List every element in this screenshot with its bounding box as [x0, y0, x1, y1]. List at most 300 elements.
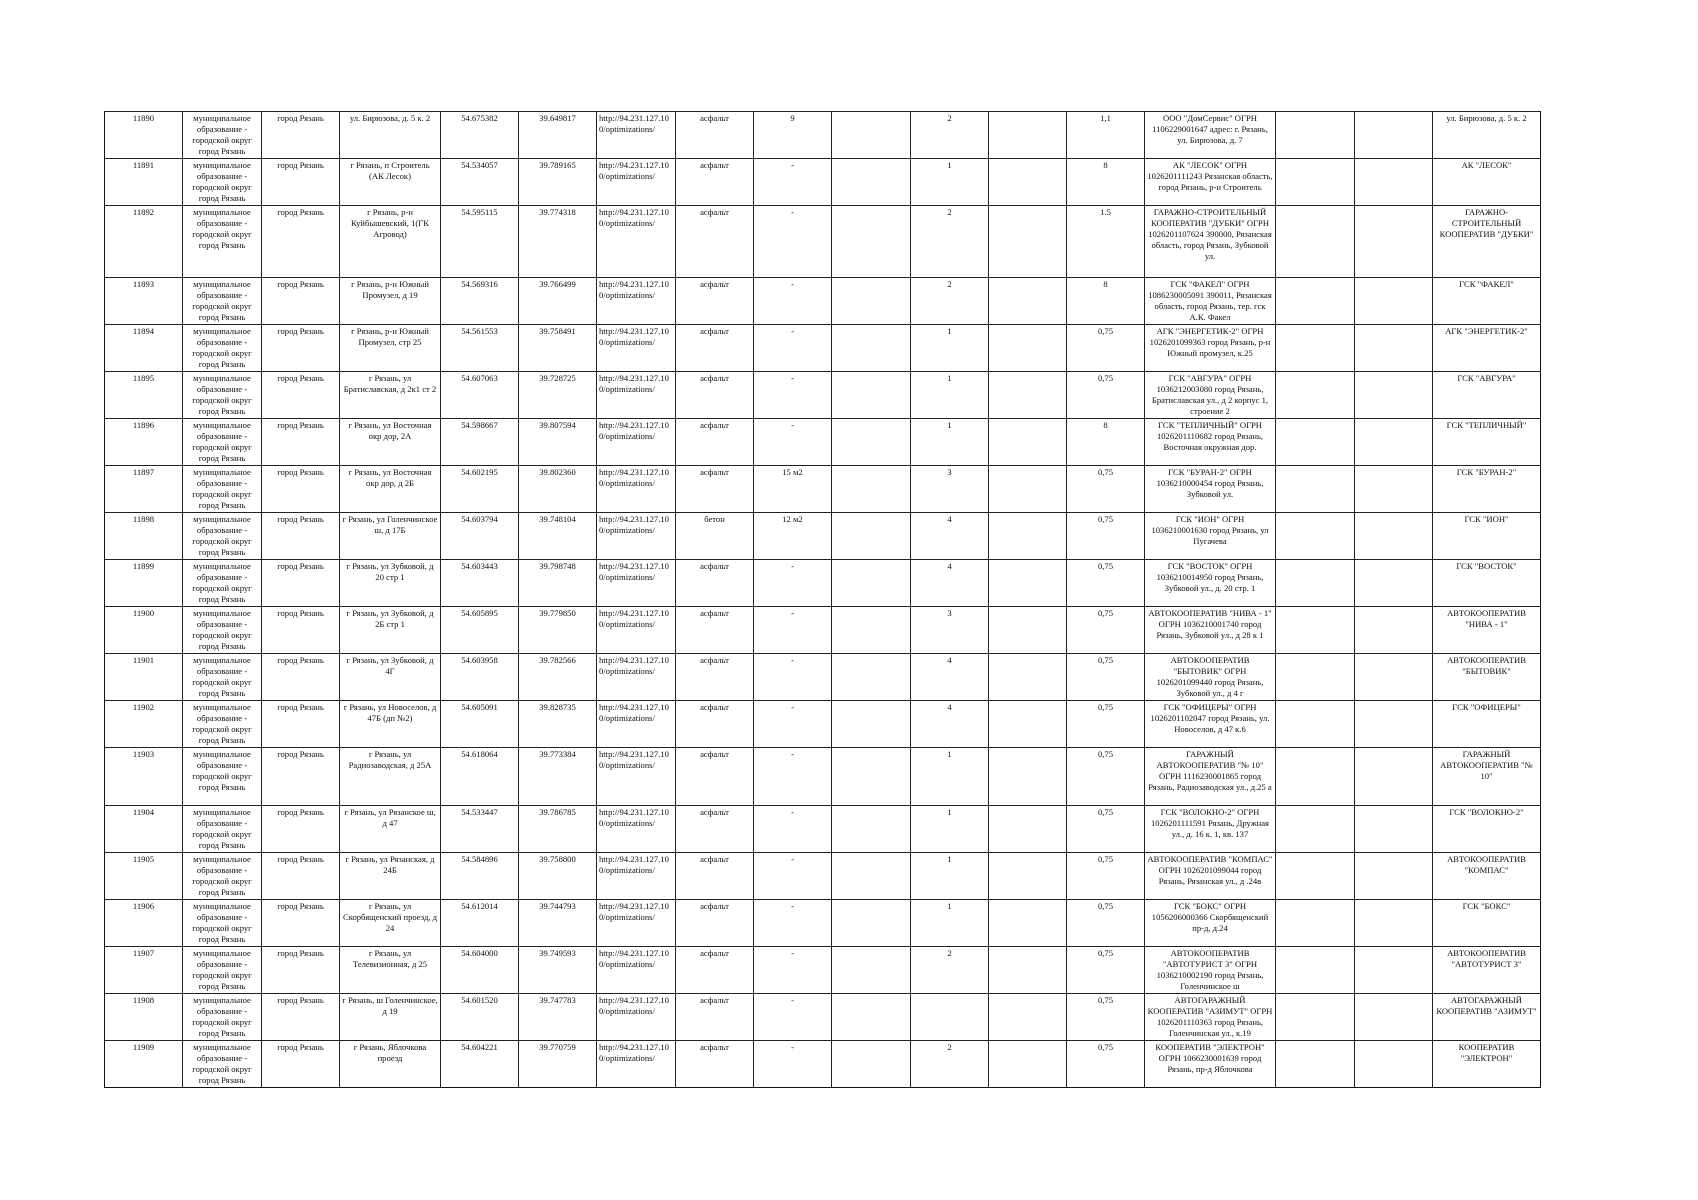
cell-c1: [832, 701, 911, 748]
cell-size: 0,75: [1067, 853, 1145, 900]
cell-id: 11906: [105, 900, 183, 947]
cell-url: http://94.231.127.10 0/optimizations/: [597, 654, 676, 701]
cell-surface: асфальт: [676, 1041, 754, 1088]
cell-src: КООПЕРАТИВ "ЭЛЕКТРОН": [1433, 1041, 1541, 1088]
cell-c4: [1355, 325, 1433, 372]
cell-url: http://94.231.127.10 0/optimizations/: [597, 419, 676, 466]
cell-area: -: [754, 607, 832, 654]
cell-owner: АВТОКООПЕРАТИВ "КОМПАС" ОГРН 1026201099044 город Рязань, Рязанская ул., д .24в: [1145, 853, 1276, 900]
cell-surface: асфальт: [676, 419, 754, 466]
cell-mo: муниципальное образование - городской округ город Рязань: [183, 466, 262, 513]
cell-c3: [1276, 372, 1355, 419]
cell-c4: [1355, 900, 1433, 947]
cell-lat: 54.604000: [441, 947, 519, 994]
cell-size: 1,1: [1067, 112, 1145, 159]
cell-c2: [989, 278, 1067, 325]
cell-lat: 54.603443: [441, 560, 519, 607]
cell-c1: [832, 112, 911, 159]
cell-addr: ул. Бирюзова, д. 5 к. 2: [340, 112, 441, 159]
cell-size: 0,75: [1067, 560, 1145, 607]
cell-lat: 54.533447: [441, 806, 519, 853]
cell-count: 1: [911, 748, 989, 806]
cell-city: город Рязань: [262, 560, 340, 607]
cell-surface: асфальт: [676, 278, 754, 325]
cell-c3: [1276, 853, 1355, 900]
cell-url: http://94.231.127.10 0/optimizations/: [597, 560, 676, 607]
cell-src: ул. Бирюзова, д. 5 к. 2: [1433, 112, 1541, 159]
cell-id: 11894: [105, 325, 183, 372]
cell-c4: [1355, 994, 1433, 1041]
cell-count: 1: [911, 900, 989, 947]
cell-owner: КООПЕРАТИВ "ЭЛЕКТРОН" ОГРН 1066230001639 город Рязань, пр-д Яблочкова: [1145, 1041, 1276, 1088]
cell-surface: асфальт: [676, 994, 754, 1041]
cell-src: ГСК "ТЕПЛИЧНЫЙ": [1433, 419, 1541, 466]
cell-lon: 39.789165: [519, 159, 597, 206]
cell-c3: [1276, 654, 1355, 701]
cell-city: город Рязань: [262, 372, 340, 419]
cell-lon: 39.749593: [519, 947, 597, 994]
cell-c2: [989, 513, 1067, 560]
cell-c4: [1355, 419, 1433, 466]
cell-url: http://94.231.127.10 0/optimizations/: [597, 466, 676, 513]
cell-url: http://94.231.127.10 0/optimizations/: [597, 278, 676, 325]
cell-addr: г Рязань, р-н Куйбышевский, 1(ГК Агровод): [340, 206, 441, 278]
cell-lon: 39.773384: [519, 748, 597, 806]
cell-c4: [1355, 701, 1433, 748]
cell-lon: 39.779850: [519, 607, 597, 654]
cell-mo: муниципальное образование - городской округ город Рязань: [183, 654, 262, 701]
cell-id: 11899: [105, 560, 183, 607]
cell-owner: ГСК "ОФИЦЕРЫ" ОГРН 1026201102047 город Рязань, ул. Новоселов, д 47 к.6: [1145, 701, 1276, 748]
cell-mo: муниципальное образование - городской округ город Рязань: [183, 748, 262, 806]
cell-id: 11903: [105, 748, 183, 806]
cell-c3: [1276, 607, 1355, 654]
cell-surface: асфальт: [676, 325, 754, 372]
cell-city: город Рязань: [262, 159, 340, 206]
cell-url: http://94.231.127.10 0/optimizations/: [597, 853, 676, 900]
cell-mo: муниципальное образование - городской округ город Рязань: [183, 112, 262, 159]
table-row: [105, 206, 1541, 278]
cell-id: 11902: [105, 701, 183, 748]
cell-mo: муниципальное образование - городской округ город Рязань: [183, 372, 262, 419]
cell-count: 1: [911, 806, 989, 853]
cell-mo: муниципальное образование - городской округ город Рязань: [183, 806, 262, 853]
cell-src: ГСК "БУРАН-2": [1433, 466, 1541, 513]
cell-count: 1: [911, 159, 989, 206]
cell-c4: [1355, 654, 1433, 701]
cell-city: город Рязань: [262, 278, 340, 325]
cell-mo: муниципальное образование - городской округ город Рязань: [183, 513, 262, 560]
cell-addr: г Рязань, ул Зубковой, д 2Б стр 1: [340, 607, 441, 654]
cell-id: 11891: [105, 159, 183, 206]
cell-id: 11895: [105, 372, 183, 419]
cell-city: город Рязань: [262, 853, 340, 900]
table-row: [105, 607, 1541, 654]
cell-lat: 54.607063: [441, 372, 519, 419]
cell-c4: [1355, 372, 1433, 419]
cell-size: 0,75: [1067, 513, 1145, 560]
cell-c1: [832, 607, 911, 654]
cell-c4: [1355, 560, 1433, 607]
cell-src: ГСК "ФАКЕЛ": [1433, 278, 1541, 325]
cell-addr: г Рязань, ул Рязанское ш, д 47: [340, 806, 441, 853]
cell-surface: асфальт: [676, 112, 754, 159]
cell-lon: 39.747783: [519, 994, 597, 1041]
cell-c2: [989, 1041, 1067, 1088]
cell-lat: 54.605895: [441, 607, 519, 654]
cell-mo: муниципальное образование - городской округ город Рязань: [183, 159, 262, 206]
cell-c1: [832, 159, 911, 206]
cell-addr: г Рязань, р-н Южный Промузел, стр 25: [340, 325, 441, 372]
cell-owner: ООО "ДомСервис" ОГРН 1106229001647 адрес: г. Рязань, ул. Бирюзова, д. 7: [1145, 112, 1276, 159]
cell-src: ГАРАЖНО-СТРОИТЕЛЬНЫЙ КООПЕРАТИВ "ДУБКИ": [1433, 206, 1541, 278]
cell-addr: г Рязань, ул Новоселов, д 47Б (дп №2): [340, 701, 441, 748]
table-row: [105, 372, 1541, 419]
cell-id: 11909: [105, 1041, 183, 1088]
cell-c1: [832, 748, 911, 806]
cell-c1: [832, 654, 911, 701]
cell-city: город Рязань: [262, 654, 340, 701]
cell-src: АВТОКООПЕРАТИВ "БЫТОВИК": [1433, 654, 1541, 701]
cell-url: http://94.231.127.10 0/optimizations/: [597, 994, 676, 1041]
cell-owner: ГСК "ФАКЕЛ" ОГРН 1086230005091 390011, Рязанская область, город Рязань, тер. гск А.К. Факел: [1145, 278, 1276, 325]
cell-mo: муниципальное образование - городской округ город Рязань: [183, 994, 262, 1041]
cell-owner: АГК "ЭНЕРГЕТИК-2" ОГРН 1026201099363 город Рязань, р-н Южный промузел, к.25: [1145, 325, 1276, 372]
cell-owner: ГСК "БУРАН-2" ОГРН 1036210000454 город Рязань, Зубковой ул.: [1145, 466, 1276, 513]
cell-c2: [989, 206, 1067, 278]
cell-src: ГАРАЖНЫЙ АВТОКООПЕРАТИВ "№ 10": [1433, 748, 1541, 806]
cell-owner: ГСК "АВГУРА" ОГРН 1036212003080 город Рязань, Братиславская ул., д 2 корпус 1, строение 2: [1145, 372, 1276, 419]
cell-city: город Рязань: [262, 607, 340, 654]
cell-lon: 39.786785: [519, 806, 597, 853]
cell-owner: ГСК "БОКС" ОГРН 1056206000366 Скорбященский пр-д, д.24: [1145, 900, 1276, 947]
cell-size: 8: [1067, 159, 1145, 206]
cell-surface: асфальт: [676, 947, 754, 994]
cell-c1: [832, 278, 911, 325]
cell-owner: АК "ЛЕСОК" ОГРН 1026201111243 Рязанская область, город Рязань, р-н Строитель: [1145, 159, 1276, 206]
cell-addr: г Рязань, ул Скорбященский проезд, д 24: [340, 900, 441, 947]
cell-c2: [989, 372, 1067, 419]
table-row: [105, 654, 1541, 701]
cell-area: -: [754, 853, 832, 900]
cell-area: -: [754, 159, 832, 206]
cell-c2: [989, 748, 1067, 806]
cell-size: 0,75: [1067, 654, 1145, 701]
cell-mo: муниципальное образование - городской округ город Рязань: [183, 900, 262, 947]
cell-city: город Рязань: [262, 466, 340, 513]
table-row: [105, 513, 1541, 560]
cell-mo: муниципальное образование - городской округ город Рязань: [183, 947, 262, 994]
cell-c4: [1355, 278, 1433, 325]
cell-surface: асфальт: [676, 900, 754, 947]
cell-c4: [1355, 1041, 1433, 1088]
cell-url: http://94.231.127.10 0/optimizations/: [597, 701, 676, 748]
cell-c3: [1276, 206, 1355, 278]
cell-id: 11890: [105, 112, 183, 159]
cell-area: -: [754, 325, 832, 372]
cell-lat: 54.603794: [441, 513, 519, 560]
cell-area: -: [754, 278, 832, 325]
cell-c3: [1276, 806, 1355, 853]
cell-city: город Рязань: [262, 806, 340, 853]
cell-addr: г Рязань, ш Голенчинское, д 19: [340, 994, 441, 1041]
cell-src: ГСК "АВГУРА": [1433, 372, 1541, 419]
cell-src: ГСК "ИОН": [1433, 513, 1541, 560]
cell-c2: [989, 900, 1067, 947]
cell-c2: [989, 466, 1067, 513]
cell-addr: г Рязань, ул Зубковой, д 20 стр 1: [340, 560, 441, 607]
cell-id: 11907: [105, 947, 183, 994]
cell-c3: [1276, 947, 1355, 994]
cell-lat: 54.601520: [441, 994, 519, 1041]
cell-c3: [1276, 112, 1355, 159]
cell-c3: [1276, 159, 1355, 206]
cell-size: 8: [1067, 278, 1145, 325]
cell-src: АГК "ЭНЕРГЕТИК-2": [1433, 325, 1541, 372]
cell-id: 11904: [105, 806, 183, 853]
cell-size: 1.5: [1067, 206, 1145, 278]
cell-lat: 54.675382: [441, 112, 519, 159]
cell-addr: г Рязань, ул Радиозаводская, д 25А: [340, 748, 441, 806]
cell-area: -: [754, 560, 832, 607]
cell-src: АВТОКООПЕРАТИВ "НИВА - 1": [1433, 607, 1541, 654]
cell-c4: [1355, 466, 1433, 513]
cell-lon: 39.774318: [519, 206, 597, 278]
cell-size: 0,75: [1067, 748, 1145, 806]
cell-lon: 39.802360: [519, 466, 597, 513]
cell-area: -: [754, 419, 832, 466]
cell-url: http://94.231.127.10 0/optimizations/: [597, 947, 676, 994]
cell-surface: асфальт: [676, 853, 754, 900]
table-row: [105, 900, 1541, 947]
cell-id: 11908: [105, 994, 183, 1041]
cell-city: город Рязань: [262, 513, 340, 560]
cell-lat: 54.618064: [441, 748, 519, 806]
cell-mo: муниципальное образование - городской округ город Рязань: [183, 206, 262, 278]
cell-id: 11897: [105, 466, 183, 513]
cell-src: АК "ЛЕСОК": [1433, 159, 1541, 206]
cell-c1: [832, 372, 911, 419]
cell-addr: г Рязань, ул Восточная окр дор, д 2Б: [340, 466, 441, 513]
table-row: [105, 560, 1541, 607]
cell-size: 0,75: [1067, 325, 1145, 372]
cell-c2: [989, 560, 1067, 607]
cell-count: 3: [911, 607, 989, 654]
cell-c4: [1355, 947, 1433, 994]
cell-c2: [989, 159, 1067, 206]
parking-register-table: [104, 111, 1541, 1088]
cell-c2: [989, 607, 1067, 654]
table-row: [105, 748, 1541, 806]
cell-addr: г Рязань, ул Братиславская, д 2к1 ст 2: [340, 372, 441, 419]
cell-lon: 39.770759: [519, 1041, 597, 1088]
cell-area: -: [754, 806, 832, 853]
cell-id: 11901: [105, 654, 183, 701]
cell-size: 0,75: [1067, 900, 1145, 947]
cell-owner: ГСК "ВОСТОК" ОГРН 1036210014950 город Рязань, Зубковой ул., д. 20 стр. 1: [1145, 560, 1276, 607]
cell-c3: [1276, 419, 1355, 466]
table-row: [105, 701, 1541, 748]
cell-lon: 39.766499: [519, 278, 597, 325]
cell-c3: [1276, 278, 1355, 325]
cell-c1: [832, 900, 911, 947]
cell-addr: г Рязань, ул Восточная окр дор, 2А: [340, 419, 441, 466]
cell-size: 0,75: [1067, 994, 1145, 1041]
cell-c1: [832, 1041, 911, 1088]
table-row: [105, 419, 1541, 466]
cell-lat: 54.598667: [441, 419, 519, 466]
cell-owner: ГАРАЖНЫЙ АВТОКООПЕРАТИВ "№ 10" ОГРН 1116230001865 город Рязань, Радиозаводская ул., д.25 а: [1145, 748, 1276, 806]
cell-c1: [832, 806, 911, 853]
cell-mo: муниципальное образование - городской округ город Рязань: [183, 419, 262, 466]
table-row: [105, 159, 1541, 206]
cell-surface: асфальт: [676, 748, 754, 806]
cell-owner: АВТОКООПЕРАТИВ "АВТОТУРИСТ 3" ОГРН 1036210002190 город Рязань, Голенчинское ш: [1145, 947, 1276, 994]
cell-lon: 39.807594: [519, 419, 597, 466]
cell-c2: [989, 947, 1067, 994]
cell-lat: 54.569316: [441, 278, 519, 325]
cell-size: 0,75: [1067, 1041, 1145, 1088]
cell-surface: асфальт: [676, 372, 754, 419]
cell-mo: муниципальное образование - городской округ город Рязань: [183, 278, 262, 325]
cell-c2: [989, 853, 1067, 900]
cell-c2: [989, 419, 1067, 466]
cell-size: 0,75: [1067, 372, 1145, 419]
cell-mo: муниципальное образование - городской округ город Рязань: [183, 701, 262, 748]
cell-lat: 54.595115: [441, 206, 519, 278]
cell-count: 2: [911, 206, 989, 278]
cell-city: город Рязань: [262, 947, 340, 994]
cell-c3: [1276, 325, 1355, 372]
cell-id: 11905: [105, 853, 183, 900]
cell-mo: муниципальное образование - городской округ город Рязань: [183, 1041, 262, 1088]
cell-c3: [1276, 560, 1355, 607]
cell-src: АВТОГАРАЖНЫЙ КООПЕРАТИВ "АЗИМУТ": [1433, 994, 1541, 1041]
cell-c1: [832, 466, 911, 513]
cell-owner: АВТОКООПЕРАТИВ "НИВА - 1" ОГРН 1036210001740 город Рязань, Зубковой ул., д 28 к 1: [1145, 607, 1276, 654]
cell-lat: 54.584896: [441, 853, 519, 900]
cell-c3: [1276, 513, 1355, 560]
cell-city: город Рязань: [262, 900, 340, 947]
cell-c3: [1276, 994, 1355, 1041]
cell-city: город Рязань: [262, 1041, 340, 1088]
cell-addr: г Рязань, ул Рязанская, д 24Б: [340, 853, 441, 900]
cell-area: -: [754, 701, 832, 748]
cell-c1: [832, 325, 911, 372]
cell-area: 12 м2: [754, 513, 832, 560]
cell-lon: 39.758491: [519, 325, 597, 372]
cell-url: http://94.231.127.10 0/optimizations/: [597, 206, 676, 278]
cell-c4: [1355, 513, 1433, 560]
cell-owner: АВТОКООПЕРАТИВ "БЫТОВИК" ОГРН 1026201099440 город Рязань, Зубковой ул., д 4 г: [1145, 654, 1276, 701]
cell-count: 3: [911, 466, 989, 513]
cell-city: город Рязань: [262, 112, 340, 159]
table-row: [105, 325, 1541, 372]
cell-id: 11896: [105, 419, 183, 466]
cell-lon: 39.782566: [519, 654, 597, 701]
cell-size: 0,75: [1067, 701, 1145, 748]
cell-lat: 54.612014: [441, 900, 519, 947]
cell-lat: 54.561553: [441, 325, 519, 372]
cell-id: 11893: [105, 278, 183, 325]
cell-area: -: [754, 372, 832, 419]
cell-lon: 39.798748: [519, 560, 597, 607]
cell-addr: г Рязань, ул Зубковой, д 4Г: [340, 654, 441, 701]
cell-city: город Рязань: [262, 701, 340, 748]
cell-size: 0,75: [1067, 947, 1145, 994]
cell-c4: [1355, 159, 1433, 206]
cell-count: 4: [911, 560, 989, 607]
cell-count: 1: [911, 419, 989, 466]
cell-c2: [989, 112, 1067, 159]
cell-surface: асфальт: [676, 654, 754, 701]
cell-c4: [1355, 607, 1433, 654]
cell-c4: [1355, 853, 1433, 900]
table-row: [105, 278, 1541, 325]
cell-lon: 39.828735: [519, 701, 597, 748]
cell-owner: ГСК "ТЕПЛИЧНЫЙ" ОГРН 1026201110682 город Рязань, Восточная окружная дор.: [1145, 419, 1276, 466]
cell-c4: [1355, 748, 1433, 806]
table-body: [105, 112, 1541, 1088]
cell-surface: асфальт: [676, 560, 754, 607]
cell-mo: муниципальное образование - городской округ город Рязань: [183, 853, 262, 900]
cell-size: 0,75: [1067, 466, 1145, 513]
table-row: [105, 994, 1541, 1041]
cell-c3: [1276, 1041, 1355, 1088]
cell-url: http://94.231.127.10 0/optimizations/: [597, 159, 676, 206]
cell-surface: асфальт: [676, 701, 754, 748]
cell-url: http://94.231.127.10 0/optimizations/: [597, 607, 676, 654]
cell-c3: [1276, 701, 1355, 748]
cell-surface: асфальт: [676, 806, 754, 853]
cell-size: 0,75: [1067, 607, 1145, 654]
cell-addr: г Рязань, р-н Южный Промузел, д 19: [340, 278, 441, 325]
cell-surface: асфальт: [676, 607, 754, 654]
cell-surface: бетон: [676, 513, 754, 560]
cell-url: http://94.231.127.10 0/optimizations/: [597, 806, 676, 853]
cell-city: город Рязань: [262, 748, 340, 806]
cell-id: 11898: [105, 513, 183, 560]
cell-c1: [832, 853, 911, 900]
cell-src: АВТОКООПЕРАТИВ "АВТОТУРИСТ 3": [1433, 947, 1541, 994]
cell-lon: 39.748104: [519, 513, 597, 560]
cell-owner: ГСК "ВОЛОКНО-2" ОГРН 1026201111591 Рязань, Дружная ул., д. 16 к. 1, кв. 137: [1145, 806, 1276, 853]
table-row: [105, 947, 1541, 994]
cell-url: http://94.231.127.10 0/optimizations/: [597, 513, 676, 560]
cell-count: 4: [911, 654, 989, 701]
cell-c4: [1355, 206, 1433, 278]
table-row: [105, 112, 1541, 159]
cell-area: -: [754, 994, 832, 1041]
cell-count: 4: [911, 513, 989, 560]
table-row: [105, 466, 1541, 513]
cell-lon: 39.744793: [519, 900, 597, 947]
cell-count: 4: [911, 701, 989, 748]
cell-lon: 39.728725: [519, 372, 597, 419]
cell-owner: АВТОГАРАЖНЫЙ КООПЕРАТИВ "АЗИМУТ" ОГРН 1026201110363 город Рязань, Голенчинская ул., к.19: [1145, 994, 1276, 1041]
cell-count: 1: [911, 325, 989, 372]
cell-lat: 54.605091: [441, 701, 519, 748]
cell-area: -: [754, 1041, 832, 1088]
cell-c1: [832, 513, 911, 560]
cell-url: http://94.231.127.10 0/optimizations/: [597, 1041, 676, 1088]
cell-c2: [989, 325, 1067, 372]
cell-id: 11900: [105, 607, 183, 654]
cell-city: город Рязань: [262, 325, 340, 372]
cell-lat: 54.603958: [441, 654, 519, 701]
cell-lat: 54.604221: [441, 1041, 519, 1088]
cell-surface: асфальт: [676, 159, 754, 206]
